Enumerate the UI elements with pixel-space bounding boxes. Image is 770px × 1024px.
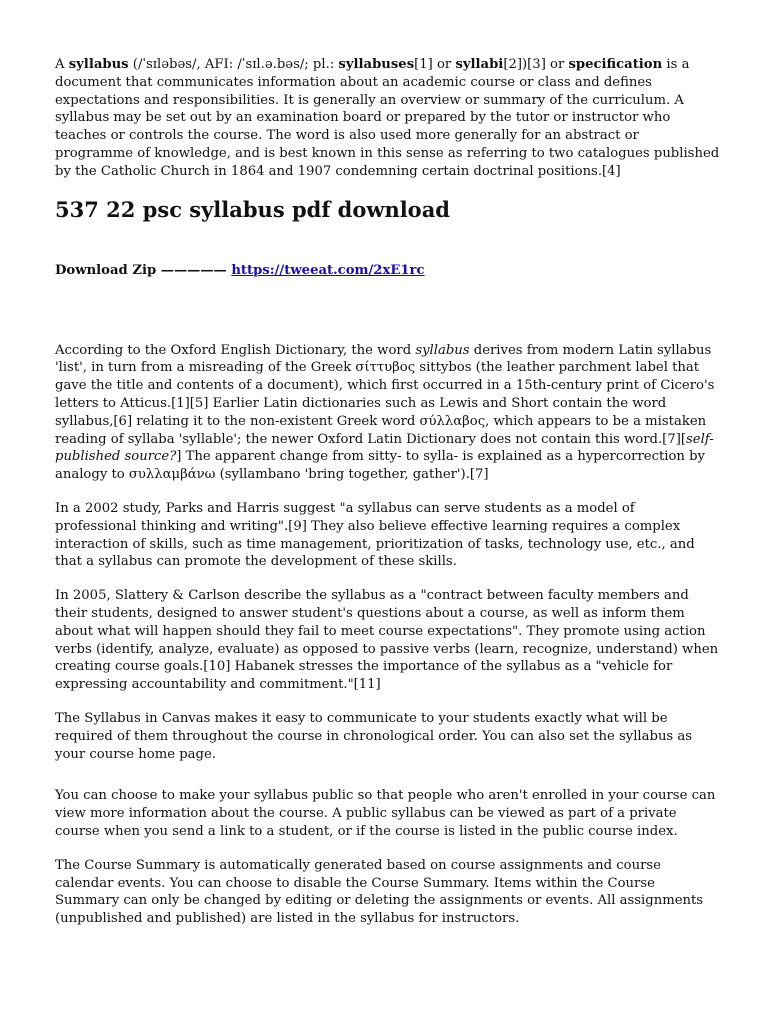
etymology-paragraph — [55, 342, 720, 484]
etym-italic-syllabus: syllabus — [415, 342, 470, 358]
intro-text-2: [1] or — [414, 57, 456, 72]
document-page — [55, 56, 720, 944]
download-link[interactable]: https://tweeat.com/2xE1rc — [231, 262, 425, 278]
download-label: Download Zip ————— — [55, 262, 232, 278]
page-title: 537 22 psc syllabus pdf download — [55, 196, 450, 222]
term-syllabuses: syllabuses — [338, 57, 415, 72]
download-line — [55, 263, 720, 278]
intro-text-1: (/ˈsɪləbəs/, AFI: /ˈsɪl.ə.bəs/; pl.: — [128, 57, 339, 72]
paragraph-slattery-carlson: In 2005, Slattery & Carlson describe the syllabus as a "contract between faculty members and their students, designed to answer student's questions about a course, as well as inform them about what will happen should they fail to meet course expectations". They promote using action verbs (identify, analyze, evaluate) as opposed to passive verbs (learn, recognize, understand) when creating course goals.[10] Habanek stresses the importance of the syllabus as a "vehicle for expressing accountability and commitment."[11] — [55, 588, 719, 693]
term-specification: specification — [568, 57, 663, 72]
intro-paragraph — [55, 56, 720, 181]
paragraph-canvas-syllabus: The Syllabus in Canvas makes it easy to communicate to your students exactly what will be required of them throughout the course in chronological order. You can also set the syllabus as your course home page. — [55, 710, 693, 762]
intro-text-3: [2])[3] or — [503, 57, 569, 72]
term-syllabus: syllabus — [68, 57, 129, 72]
intro-text-4: is a document that communicates information about an academic course or class and defines expectations and responsibilities. It is generally an overview or summary of the curriculum. A syllabus may be set out by an examination board or prepared by the tutor or instructor who teaches or controls the course. The word is also used more generally for an abstract or programme of knowledge, and is best known in this sense as referring to two catalogues published by the Catholic Church in 1864 and 1907 condemning certain doctrinal positions.[4] — [55, 57, 720, 179]
etym-text-c: ] The apparent change from sitty- to sylla- is explained as a hypercorrection by analogy to συλλαμβάνω (syllambano 'bring together, gather').[7] — [55, 449, 705, 483]
paragraph-parks-harris: In a 2002 study, Parks and Harris suggest "a syllabus can serve students as a model of professional thinking and writing".[9] They also believe effective learning requires a complex interaction of skills, such as time management, prioritization of tasks, technology use, etc., and that a syllabus can promote the development of these skills. — [55, 500, 695, 570]
paragraph-public-syllabus: You can choose to make your syllabus public so that people who aren't enrolled in your course can view more information about the course. A public syllabus can be viewed as part of a private course when you send a link to a student, or if the course is listed in the public course index. — [55, 788, 716, 839]
etym-text-b: derives from modern Latin syllabus 'list', in turn from a misreading of the Greek σίττυβος sittybos (the leather parchment label that gave the title and contents of a document), which first occurred in a 15th-century print of Cicero's letters to Atticus.[1][5] Earlier Latin dictionaries such as Lewis and Short contain the word syllabus,[6] relating it to the non-existent Greek word σύλλαβος, which appears to be a mistaken reading of syllaba 'syllable'; the newer Oxford Latin Dictionary does not contain this word.[7][ — [55, 342, 715, 447]
term-syllabi: syllabi — [455, 57, 504, 72]
paragraph-course-summary: The Course Summary is automatically generated based on course assignments and course calendar events. You can choose to disable the Course Summary. Items within the Course Summary can only be changed by editing or deleting the assignments or events. All assignments (unpublished and published) are listed in the syllabus for instructors. — [55, 857, 704, 927]
etym-italic-source: self-published source? — [55, 431, 714, 465]
intro-text-a: A — [55, 57, 69, 72]
etym-text-a: According to the Oxford English Dictionary, the word — [55, 342, 416, 358]
spacer — [55, 779, 720, 787]
